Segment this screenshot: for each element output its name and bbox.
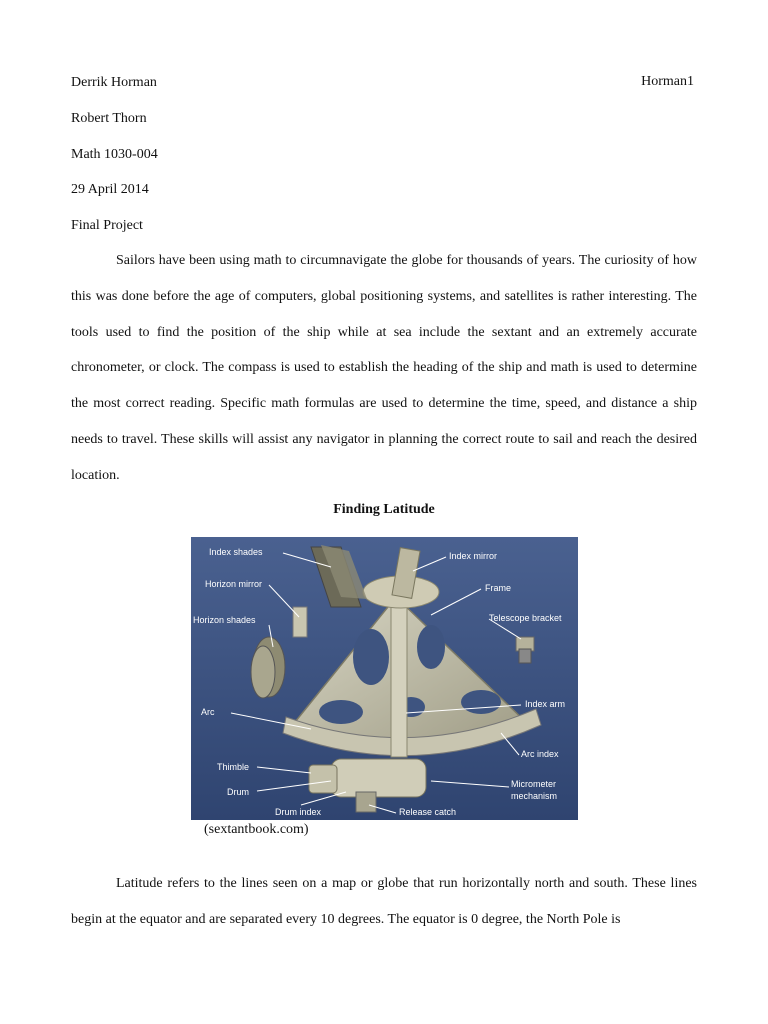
latitude-paragraph — [71, 866, 697, 938]
section-heading: Finding Latitude — [333, 502, 435, 517]
intro-paragraph-text: Sailors have been using math to circumnavigate the globe for thousands of years. The curiosity of how this was done before the age of computers, global positioning systems, and satellites is rather interesting. The tools used to find the position of the ship while at sea include the sextant and an extremely accurate chronometer, or clock. The compass is used to establish the heading of the ship and math is used to determine the most correct reading. Specific math formulas are used to determine the time, speed, and distance a ship needs to travel. These skills will assist any navigator in planning the correct route to sail and reach the desired location. — [71, 253, 697, 483]
label-frame: Frame — [485, 583, 512, 593]
label-horizon-shades: Horizon shades — [193, 615, 256, 625]
label-drum-index: Drum index — [275, 807, 322, 817]
label-horizon-mirror: Horizon mirror — [205, 579, 263, 589]
label-index-arm: Index arm — [525, 699, 566, 709]
label-release-catch: Release catch — [399, 807, 457, 817]
label-micrometer-1: Micrometer — [511, 779, 557, 789]
course-name: Math 1030-004 — [71, 147, 158, 162]
label-micrometer-2: mechanism — [511, 791, 558, 801]
instructor-name: Robert Thorn — [71, 111, 147, 126]
label-arc-index: Arc index — [521, 749, 559, 759]
sextant-illustration — [191, 537, 578, 820]
label-index-mirror: Index mirror — [449, 551, 498, 561]
label-drum: Drum — [227, 787, 249, 797]
intro-paragraph — [71, 243, 697, 494]
author-name: Derrik Horman — [71, 75, 157, 90]
label-arc: Arc — [201, 707, 215, 717]
assignment-title: Final Project — [71, 218, 143, 233]
date: 29 April 2014 — [71, 182, 149, 197]
sextant-figure — [191, 537, 578, 820]
figure-caption: (sextantbook.com) — [204, 822, 309, 837]
latitude-paragraph-text: Latitude refers to the lines seen on a map or globe that run horizontally north and south. These lines begin at the equator and are separated every 10 degrees. The equator is 0 degree, the North Pole is — [71, 876, 697, 927]
label-index-shades: Index shades — [209, 547, 263, 557]
label-thimble: Thimble — [217, 762, 250, 772]
page-header-right: Horman1 — [641, 74, 694, 89]
label-telescope-bracket: Telescope bracket — [489, 613, 562, 623]
